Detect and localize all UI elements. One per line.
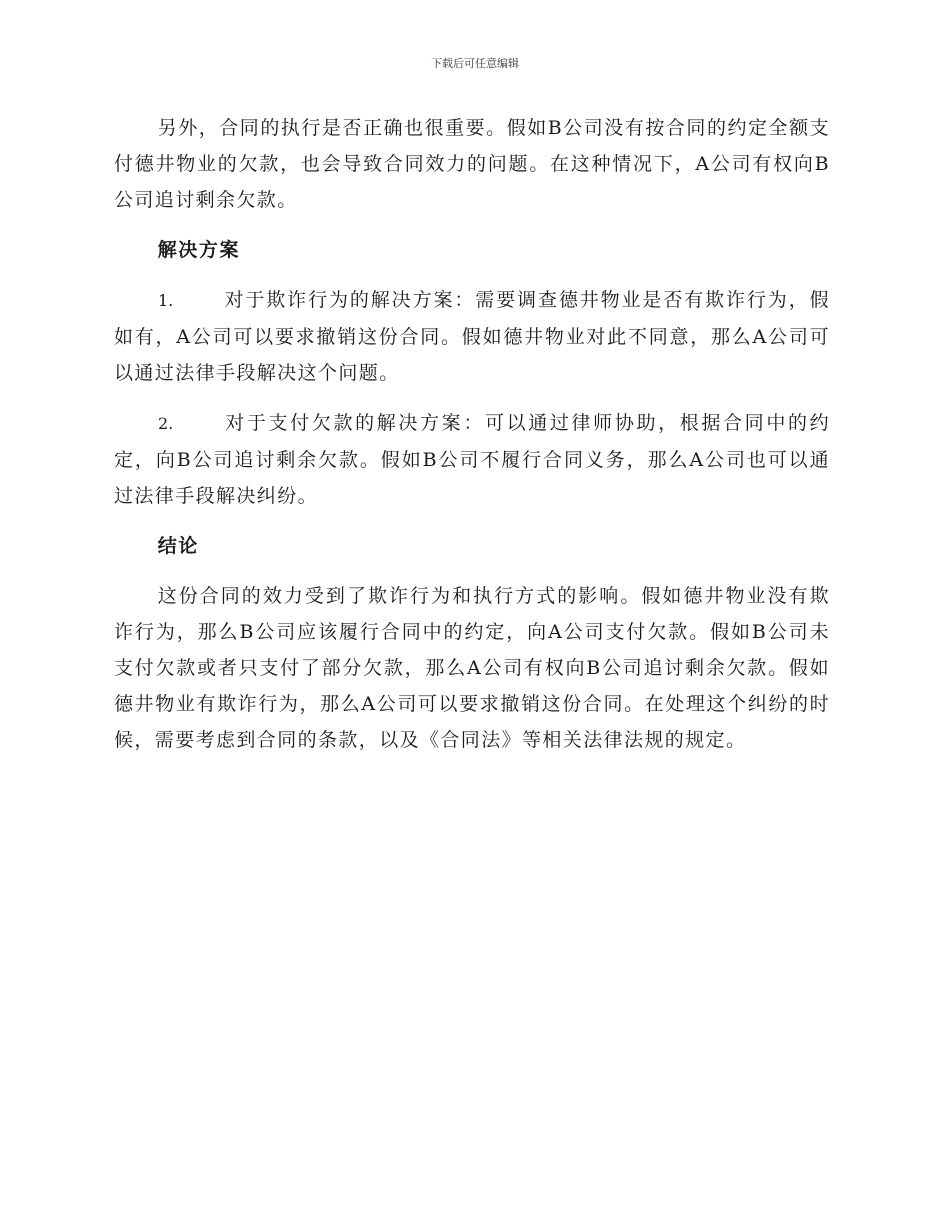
solution-item-1-number: 1. (158, 291, 174, 310)
page-header: 下载后可任意编辑 (431, 57, 519, 70)
solution-item-1 (114, 282, 830, 391)
solution-item-2-number: 2. (158, 414, 174, 433)
document-body (114, 110, 830, 772)
intro-paragraph: 另外，合同的执行是否正确也很重要。假如B公司没有按合同的约定全额支付德井物业的欠款，也会导致合同效力的问题。在这种情况下，A公司有权向B公司追讨剩余欠款。 (114, 117, 830, 211)
solution-item-2-text: 对于支付欠款的解决方案：可以通过律师协助，根据合同中的约定，向B公司追讨剩余欠款。假如B公司不履行合同义务，那么A公司也可以通过法律手段解决纠纷。 (114, 412, 830, 507)
solution-item-2 (114, 405, 830, 514)
conclusion-paragraph: 这份合同的效力受到了欺诈行为和执行方式的影响。假如德井物业没有欺诈行为，那么B公司应该履行合同中的约定，向A公司支付欠款。假如B公司未支付欠款或者只支付了部分欠款，那么A公司有权向B公司追讨剩余欠款。假如德井物业有欺诈行为，那么A公司可以要求撤销这份合同。在处理这个纠纷的时候，需要考虑到合同的条款，以及《合同法》等相关法律法规的规定。 (114, 585, 830, 751)
solution-item-1-text: 对于欺诈行为的解决方案：需要调查德井物业是否有欺诈行为，假如有，A公司可以要求撤销这份合同。假如德井物业对此不同意，那么A公司可以通过法律手段解决这个问题。 (114, 289, 830, 384)
solution-heading: 解决方案 (157, 239, 241, 261)
conclusion-heading: 结论 (157, 535, 199, 557)
